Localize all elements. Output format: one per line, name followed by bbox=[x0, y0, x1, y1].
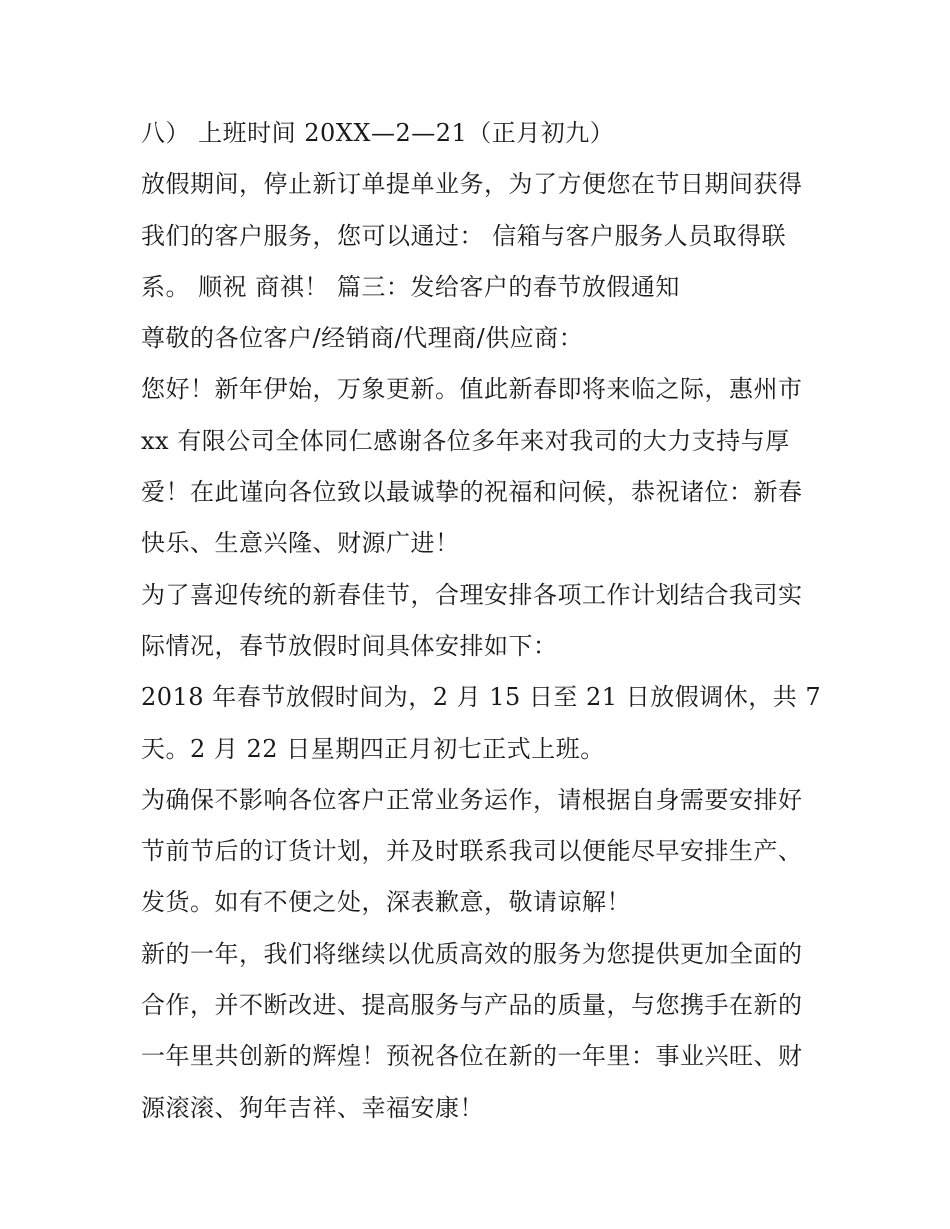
text-line: 您好！新年伊始，万象更新。值此新春即将来临之际，惠州市 bbox=[141, 375, 803, 404]
text-line: xx 有限公司全体同仁感谢各位多年来对我司的大力支持与厚 bbox=[141, 426, 790, 455]
text-line: 为确保不影响各位客户正常业务运作，请根据自身需要安排好 bbox=[141, 785, 803, 814]
text-line: 2018 年春节放假时间为，2 月 15 日至 21 日放假调休，共 7 bbox=[141, 683, 822, 712]
text-line: 天。2 月 22 日星期四正月初七正式上班。 bbox=[141, 734, 605, 763]
text-line: 源滚滚、狗年吉祥、幸福安康！ bbox=[141, 1093, 484, 1122]
text-line: 节前节后的订货计划，并及时联系我司以便能尽早安排生产、 bbox=[141, 837, 803, 866]
text-line: 际情况，春节放假时间具体安排如下： bbox=[141, 631, 558, 660]
text-line: 我们的客户服务，您可以通过： 信箱与客户服务人员取得联 bbox=[141, 221, 787, 250]
text-line: 放假期间，停止新订单提单业务，为了方便您在节日期间获得 bbox=[141, 170, 803, 199]
text-line: 为了喜迎传统的新春佳节，合理安排各项工作计划结合我司实 bbox=[141, 580, 803, 609]
text-line: 快乐、生意兴隆、财源广进！ bbox=[141, 529, 460, 558]
text-line: 爱！在此谨向各位致以最诚挚的祝福和问候，恭祝诸位：新春 bbox=[141, 478, 803, 507]
text-line: 一年里共创新的辉煌！预祝各位在新的一年里：事业兴旺、财 bbox=[141, 1042, 803, 1071]
text-line: 系。 顺祝 商祺！ 篇三：发给客户的春节放假通知 bbox=[141, 272, 680, 301]
text-line: 尊敬的各位客户/经销商/代理商/供应商： bbox=[141, 324, 584, 353]
text-line: 新的一年，我们将继续以优质高效的服务为您提供更加全面的 bbox=[141, 939, 803, 968]
text-line: 合作，并不断改进、提高服务与产品的质量，与您携手在新的 bbox=[141, 991, 803, 1020]
text-line: 发货。如有不便之处，深表歉意，敬请谅解！ bbox=[141, 888, 631, 917]
text-line: 八） 上班时间 20XX—2—21（正月初九） bbox=[141, 119, 615, 147]
document-body bbox=[141, 108, 821, 1134]
